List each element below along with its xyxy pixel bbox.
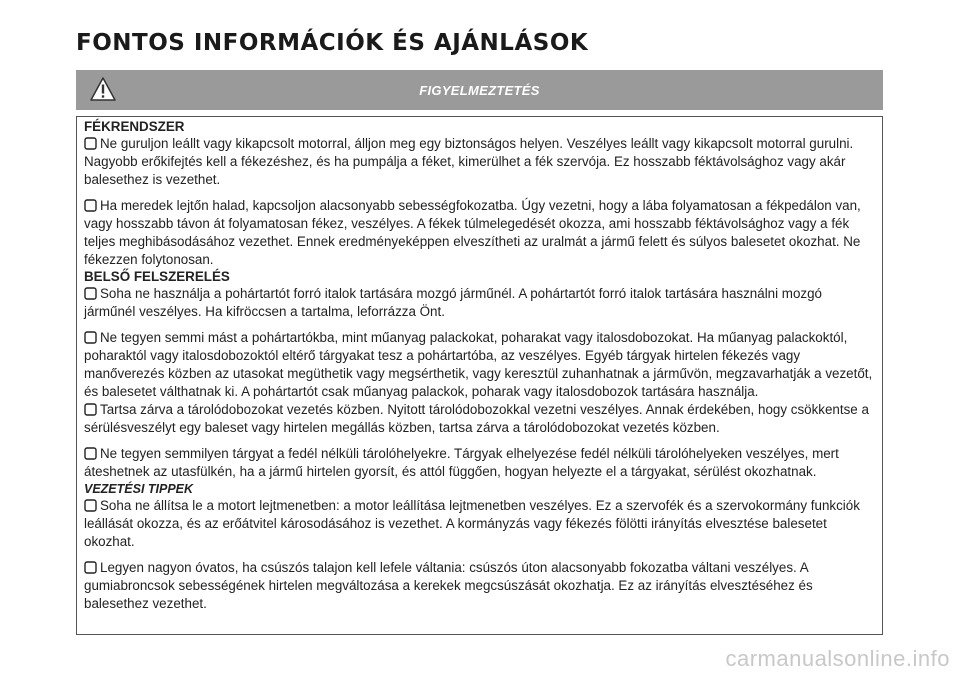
paragraph: Legyen nagyon óvatos, ha csúszós talajon kell lefele váltania: csúszós úton alacsonyabb fokozatba váltani veszélyes. A gumiabroncsok sebességének hirtelen megváltozása a kerekek megcsúszását okozhatja. Ez az irányítás elvesztéséhez és balesethez vezethet. — [84, 560, 813, 611]
paragraph: Ne tegyen semmilyen tárgyat a fedél nélküli tárolóhelyekre. Tárgyak elhelyezése fedél nélküli tárolóhelyeken veszélyes, mert áteshetnek az utasfülkén, ha a jármű hirtelen gyorsít, és attól függően, hogyan helyezte el a tárgyakat, sérülést okozhatnak. — [84, 446, 839, 479]
paragraph: Ne tegyen semmi mást a pohártartókba, mint műanyag palackokat, poharakat vagy italosdobozokat. Ha műanyag palackoktól, poharaktól vagy italosdobozoktól eltérő tárgyakat tesz a pohártartóba, az veszélyes. Egyéb tárgyak hirtelen fékezés vagy manőverezés közben az utasokat megüthetik vagy megsérthetik, vagy keresztül zuhanhatnak a járművön, megzavarhatják a vezetőt, és balesetet válthatnak ki. A pohártartót csak műanyag palackok, poharak vagy italosdobozok tartására használja. — [84, 330, 873, 399]
paragraph: Soha ne használja a pohártartót forró italok tartására mozgó járműnél. A pohártartót forró italok tartására használni mozgó járműnél veszélyes. Ha kifröccsen a tartalma, leforrázza Önt. — [84, 286, 823, 319]
warning-triangle-icon — [90, 77, 116, 101]
warning-label: FIGYELMEZTETÉS — [419, 82, 540, 98]
square-bullet-icon — [84, 331, 97, 344]
section-heading-interior: BELSŐ FELSZERELÉS — [84, 269, 230, 284]
paragraph: Soha ne állítsa le a motort lejtmenetben: a motor leállítása lejtmenetben veszélyes. Ez a szervofék és a szervokormány funkciók leállását okozza, és az erőátvitel károsodásához is vezethet. A kormányzás vagy fékezés fölötti irányítás elvesztése balesetet okozhat. — [84, 498, 860, 549]
paragraph: Ha meredek lejtőn halad, kapcsoljon alacsonyabb sebességfokozatba. Úgy vezetni, hogy a lába folyamatosan a fékpedálon van, vagy hosszabb távon át folyamatosan fékez, veszélyes. A fékek túlmelegedését okozza, ami hosszabb féktávolsághoz vagy a fék teljes meghibásodásához vezethet. Ennek eredményeképpen elveszítheti az uralmát a jármű felett és súlyos balesetet okozhat. Ne fékezzen folytonosan. — [84, 198, 861, 267]
warning-banner — [76, 70, 883, 110]
warning-content-box — [76, 116, 883, 635]
square-bullet-icon — [84, 199, 97, 212]
square-bullet-icon — [84, 447, 97, 460]
section-heading-brakes: FÉKRENDSZER — [84, 119, 185, 134]
square-bullet-icon — [84, 403, 97, 416]
section-heading-driving-tips: VEZETÉSI TIPPEK — [84, 482, 194, 496]
paragraph: Tartsa zárva a tárolódobozokat vezetés közben. Nyitott tárolódobozokkal vezetni veszélyes. Annak érdekében, hogy csökkentse a sérülésveszélyt egy baleset vagy hirtelen megállás közben, tartsa zárva a tárolódobozokat vezetés közben. — [84, 402, 869, 435]
square-bullet-icon — [84, 499, 97, 512]
square-bullet-icon — [84, 137, 97, 150]
square-bullet-icon — [84, 561, 97, 574]
watermark: carmanualsonline.info — [725, 646, 950, 671]
paragraph: Ne guruljon leállt vagy kikapcsolt motorral, álljon meg egy biztonságos helyen. Veszélyes leállt vagy kikapcsolt motorral gurulni. Nagyobb erőkifejtés kell a fékezéshez, és ha pumpálja a féket, kimerülhet a fék szervója. Ez hosszabb féktávolsághoz vagy akár balesethez is vezethet. — [84, 136, 854, 187]
page-title: FONTOS INFORMÁCIÓK ÉS AJÁNLÁSOK — [76, 30, 589, 56]
square-bullet-icon — [84, 287, 97, 300]
